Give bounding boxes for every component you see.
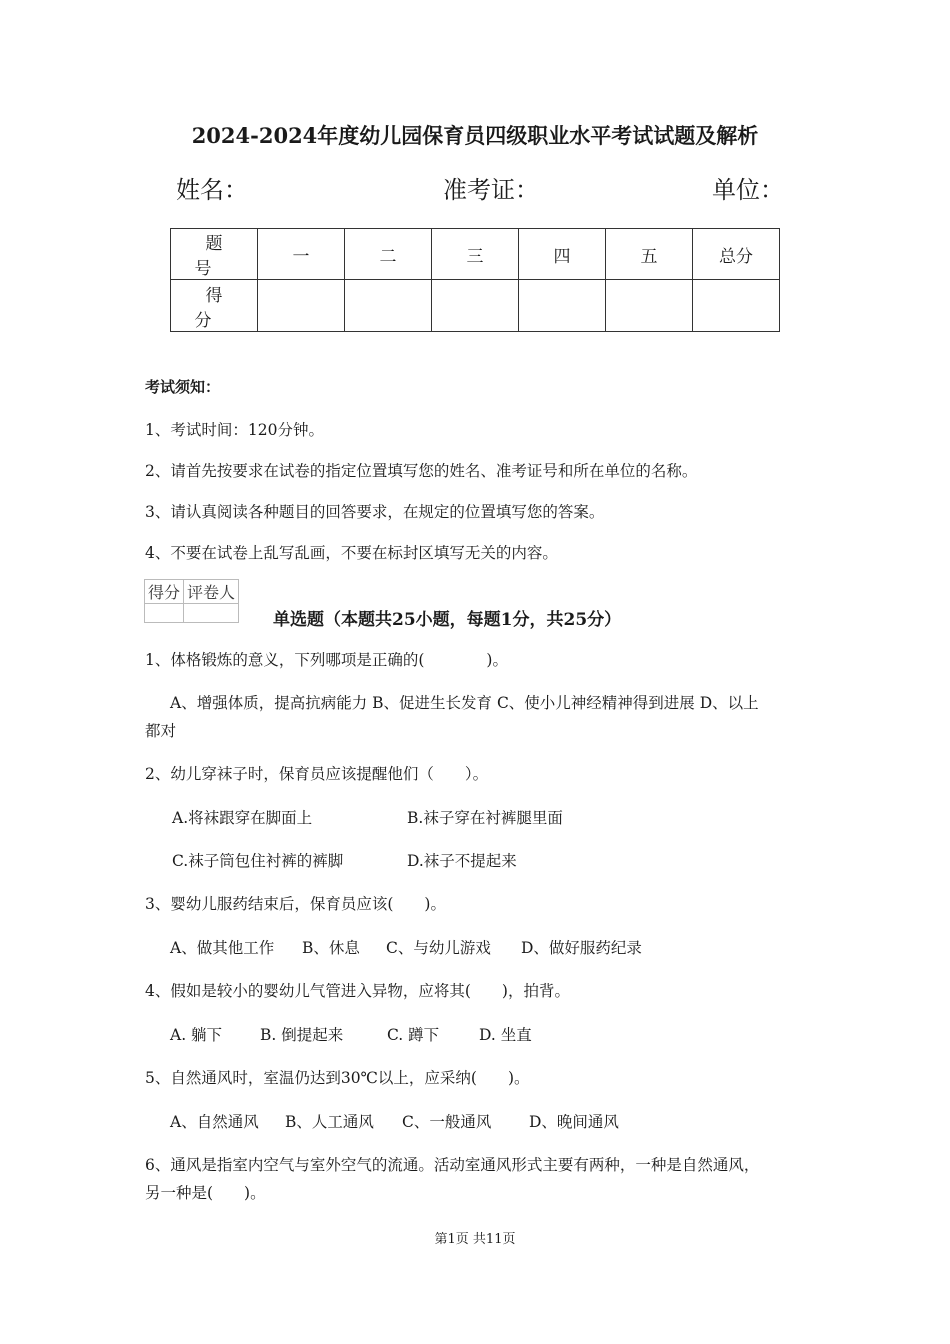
option-c: C、一般通风 — [402, 1113, 492, 1131]
grader-box — [144, 579, 239, 623]
question-stem: 1、体格锻炼的意义，下列哪项是正确的( )。 — [145, 651, 508, 669]
question-stem: 5、自然通风时，室温仍达到30℃以上，应采纳( )。 — [145, 1069, 530, 1087]
option-c: C. 蹲下 — [387, 1026, 440, 1044]
option-a: A、自然通风 — [170, 1113, 259, 1131]
option-d: D、晚间通风 — [529, 1113, 619, 1131]
page-footer: 第1页 共11页 — [434, 1232, 516, 1247]
question-stem: 2、幼儿穿袜子时，保育员应该提醒他们（ ）。 — [145, 765, 489, 783]
score-cell[interactable] — [345, 280, 432, 332]
score-cell[interactable] — [258, 280, 345, 332]
column-header: 二 — [345, 229, 432, 280]
notice-item: 2、请首先按要求在试卷的指定位置填写您的姓名、准考证号和所在单位的名称。 — [145, 462, 698, 480]
notice-heading: 考试须知： — [145, 378, 221, 396]
section-title: 单选题（本题共25小题，每题1分，共25分） — [273, 610, 622, 630]
question-options: 都对 — [145, 722, 177, 740]
score-table-header-row — [171, 229, 780, 280]
option-a: A.将袜跟穿在脚面上 — [172, 809, 313, 827]
score-cell[interactable] — [606, 280, 693, 332]
score-cell[interactable] — [519, 280, 606, 332]
question-stem: 4、假如是较小的婴幼儿气管进入异物，应将其( )，拍背。 — [145, 982, 570, 1000]
option-d: D. 坐直 — [479, 1026, 532, 1044]
column-header: 四 — [519, 229, 606, 280]
name-field-label: 姓名： — [176, 176, 248, 204]
option-c: C.袜子筒包住衬裤的裤脚 — [172, 852, 344, 870]
column-header: 总分 — [693, 229, 780, 280]
question-stem: 3、婴幼儿服药结束后，保育员应该( )。 — [145, 895, 446, 913]
score-cell[interactable] — [693, 280, 780, 332]
option-a: A. 躺下 — [170, 1026, 223, 1044]
column-header: 三 — [432, 229, 519, 280]
notice-item: 4、不要在试卷上乱写乱画，不要在标封区填写无关的内容。 — [145, 544, 558, 562]
score-cell[interactable] — [432, 280, 519, 332]
header-label: 题号 — [171, 229, 258, 280]
column-header: 五 — [606, 229, 693, 280]
option-a: A、做其他工作 — [170, 939, 275, 957]
exam-id-field-label: 准考证： — [443, 176, 539, 204]
option-b: B、人工通风 — [285, 1113, 374, 1131]
grader-reviewer-label: 评卷人 — [184, 580, 239, 604]
question-stem: 另一种是( )。 — [145, 1184, 266, 1202]
grader-score-label: 得分 — [145, 580, 184, 604]
question-stem: 6、通风是指室内空气与室外空气的流通。活动室通风形式主要有两种，一种是自然通风， — [145, 1156, 760, 1174]
column-header: 一 — [258, 229, 345, 280]
unit-field-label: 单位： — [712, 176, 784, 204]
option-b: B、休息 — [302, 939, 360, 957]
page-title: 2024-2024年度幼儿园保育员四级职业水平考试试题及解析 — [191, 123, 759, 148]
notice-item: 3、请认真阅读各种题目的回答要求，在规定的位置填写您的答案。 — [145, 503, 605, 521]
option-d: D、做好服药纪录 — [521, 939, 642, 957]
row-label: 得分 — [171, 280, 258, 332]
option-c: C、与幼儿游戏 — [386, 939, 491, 957]
score-table — [170, 228, 780, 332]
grader-score-cell[interactable] — [145, 604, 184, 623]
notice-item: 1、考试时间：120分钟。 — [145, 421, 324, 439]
option-b: B. 倒提起来 — [260, 1026, 344, 1044]
option-b: B.袜子穿在衬裤腿里面 — [407, 809, 563, 827]
score-table-score-row — [171, 280, 780, 332]
option-d: D.袜子不提起来 — [407, 852, 517, 870]
grader-reviewer-cell[interactable] — [184, 604, 239, 623]
question-options: A、增强体质，提高抗病能力 B、促进生长发育 C、使小儿神经精神得到进展 D、以上 — [170, 694, 759, 712]
